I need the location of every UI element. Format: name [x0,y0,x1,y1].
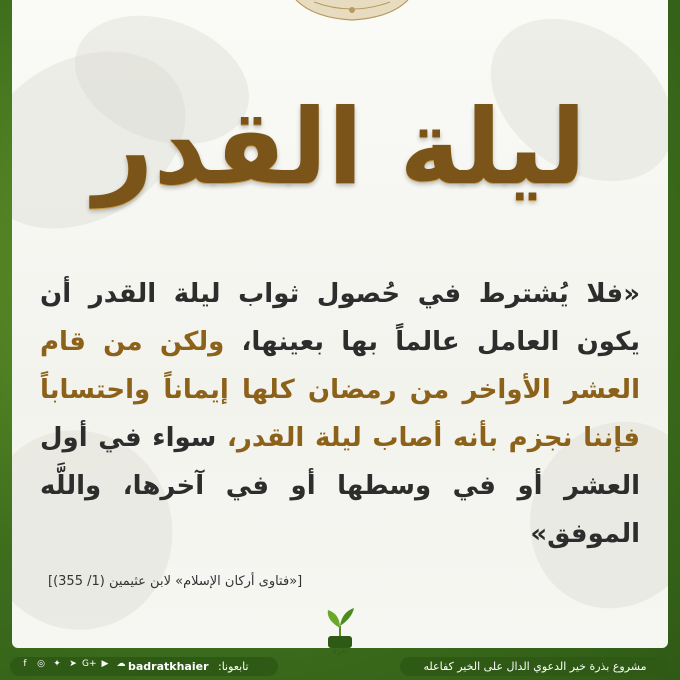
source-citation: [«فتاوى أركان الإسلام» لابن عثيمين (1/ 355)] [48,574,303,589]
social-handle[interactable]: badratkhaier [128,660,209,673]
telegram-icon[interactable]: ➤ [69,659,77,669]
footer [0,648,680,680]
soundcloud-icon[interactable]: ☁ [116,659,126,669]
quote-text [40,270,640,558]
quote-segment: سواء في أول العشر أو في وسطها أو في آخرها، واللَّه الموفق» [40,423,640,549]
sprout-icon [316,606,364,650]
social-bar [10,657,278,676]
twitter-icon[interactable]: ✦ [53,659,61,669]
social-icons [18,657,128,671]
youtube-icon[interactable]: ▶ [101,659,109,669]
content-card [12,0,668,648]
tagline-bar: مشروع بذرة خير الدعوي الدال على الخير كفاعله [400,657,670,676]
googleplus-icon[interactable]: G+ [82,659,97,669]
follow-label: تابعونا: [218,660,249,673]
logo-text: بذرة [332,646,348,655]
instagram-icon[interactable]: ◎ [37,659,45,669]
quote-segment: «فلا يُشترط في حُصول ثواب ليلة القدر أن يكون العامل عالماً بها بعينها، [40,279,640,357]
page-title: ليلة القدر [93,86,587,208]
quote-segment-highlight: ولكن من قام العشر الأواخر من رمضان كلها إيماناً واحتساباً فإننا نجزم بأنه أصاب ليلة القدر، [40,327,640,453]
top-ornament [294,0,410,22]
facebook-icon[interactable]: f [23,659,27,669]
